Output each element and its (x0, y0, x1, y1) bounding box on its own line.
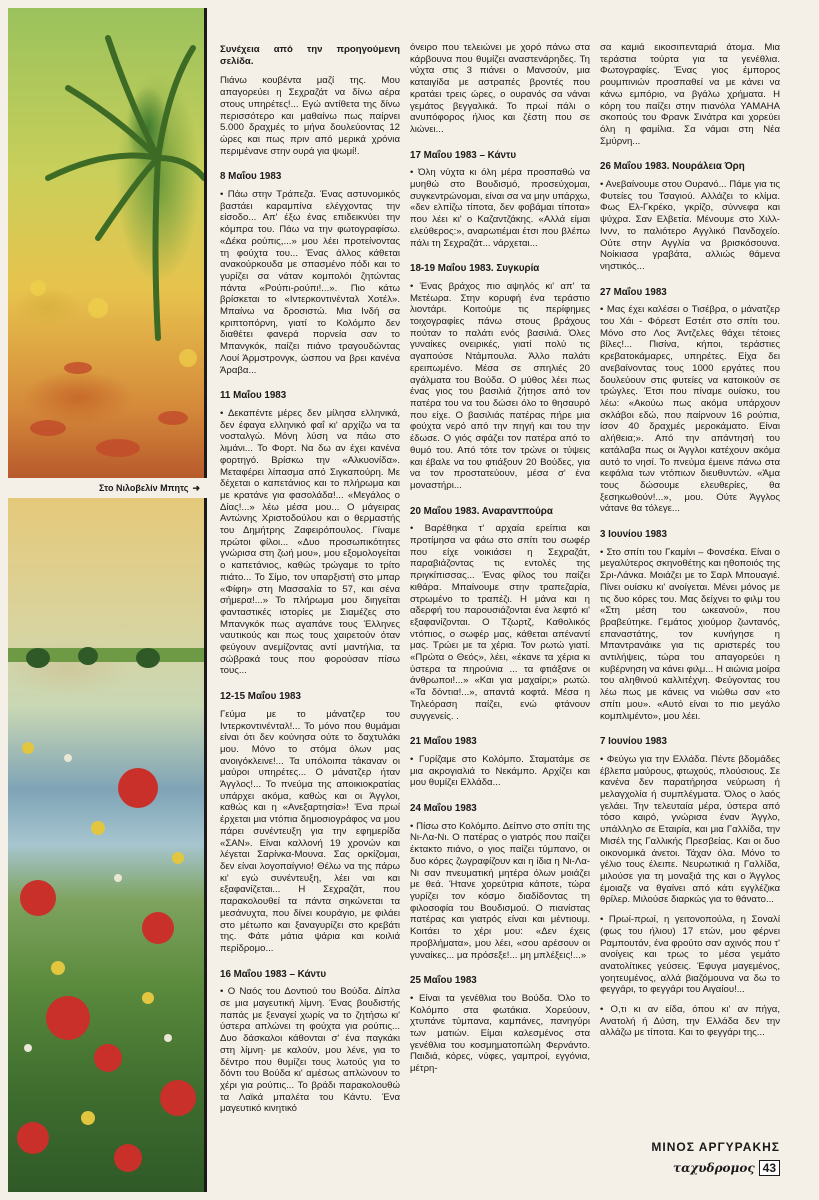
entry-date: 7 Ιουνίου 1983 (600, 736, 667, 748)
entry-date: 18-19 Μαΐου 1983. Συγκυρία (410, 263, 540, 275)
paragraph: • Ένας βράχος πιο αψηλός κι' απ' τα Μετέωρα. Στην κορυφή ένα τεράστιο λιοντάρι. Κοιτούμε τις περίφημες τοιχογραφίες πάνω στους βράχους πούταν το παλάτι ενός βασιλιά. Όλες γυναίκες ονειρικές, γιατί πολύ τις αγαπούσε Ντάμπουλα. Άλλο παλάτι ερειπωμένο. Μέσα σε σπηλιές 20 αγάλματα του Βούδα. Ο μύθος λέει πως ένας γιος του βασιλιά ζήτησε από τον πατέρα του να του δώσει όλο το θησαυρό που είχε. Ο βασιλιάς πατέρας πήρε μια φούχτα νερό από την πηγή και του την έδωσε. Ο γιός σφάζει τον πατέρα από το θυμό του. Από τότε τον τρώνε οι τύψεις και έβαλε να του φτιάξουν 20 Βούδες, για να τον προστατεύουν, μέσα σ' ένα μοναστήρι... (410, 280, 590, 491)
paragraph: • Βαρέθηκα τ' αρχαία ερείπια και προτίμησα να φάω στο σπίτι του σωφέρ που είχε νοικιάσει η Σεχραζάτ, παραβιάζοντας τις εντολές της πριγκίπισσας... Ένας φίλος του παίζει κιθάρα. Μπαίνουμε στην τραπεζαρία, στρωμένο το τραπέζι. Η μάνα και η αδερφή του παρουσιάζονται ένα λεφτό κι' εξαφανίζονται. Ο Τζωρτζ, Καθολικός ντόπιος, ο σωφέρ μας, κάθεται απέναντί μας. Τρώει με τα χέρια. Τον ρωτώ γιατί. «Πρώτα ο Θεός», λέει, «έκανε τα χέρια κι ύστερα τα πηρούνια ... τα φτιάξανε οι άνθρωποι!...» «Και για μαχαίρι;» ρωτώ. «Τα δόντια!...», απαντά κοφτά. Μέσα η Τηλεόραση παίζει, ενώ φτάνουν συγγενείς. . (410, 523, 590, 722)
text-column-2 (410, 42, 590, 1083)
paragraph: • Όλη νύχτα κι όλη μέρα προσπαθώ να μυηθώ στο Βουδισμό, προσεύχομαι, συγκεντρώνομαι, είναι σα να μην υπάρχω, «δεν ελπίζω τίποτα, δεν φοβάμαι τίποτα» που λέει κι' ο Καζαντζάκης. «Αλλά είμαι ελεύθερος:», αναρωτιέμαι έτσι που βλέπω πάλι τη Σεχραζάτ... νάρχεται... (410, 167, 590, 249)
paragraph: • Μας έχει καλέσει ο Τισέβρα, ο μάνατζερ του Χάι - Φόρεστ Εστέιτ στο σπίτι του. Μόνο στο Λος Άντζελες θάχει τέτοιες βίλες!... Πισίνα, κήποι, τεράστιες κρεβατοκάμαρες, υπηρέτες. Είχα δει ανεβαίνοντας τους 1000 εργάτες που δουλεύουν στις φυτείες να κατοικούν σε τρώγλες. Έτσι που πίναμε ουίσκυ, του λέω: «Ακούω πως ακόμα υπάρχουν σκλάβοι εδώ, που παίρνουν 16 ρούπια, ίσον 40 δραχμές μεροκάματο. Είναι αλήθεια;». Από την απάντησή του κατάλαβα πως οι Άγγλοι κατέχουν ακόμα αυτό το νησί. Το πνεύμα έμεινε πάνω στα κεφάλια των ντόπιων διευθυντών. «Άμα τους δώσουμε ελευθερίες, θα ξεσηκωθούν!...», μου. Ούτε Άγγλος νάτανε θα τόλεγε... (600, 304, 780, 515)
page-number: 43 (759, 1160, 780, 1176)
paragraph: Πιάνω κουβέντα μαζί της. Μου απαγορεύει η Σεχραζάτ να δίνω αέρα στους υπηρέτες!... Εγώ αντίθετα της δίνω περισσότερο και μαθαίνω πως παίρνει 5.000 δραχμές το μήνα δουλεύοντας 12 ώρες και πως πριν από μερικά χρόνια περιμένανε στην ουρά για ψωμί!. (220, 75, 400, 157)
paragraph: • Ο Ναός του Δοντιού του Βούδα. Δίπλα σε μια μαγευτική λίμνη. Ένας βουδιστής παπάς με ξεναγεί χωρίς να το ζητήσω κι' ύστερα απλώνει τη φούχτα για ρούπις... Δυο δάσκαλοι κάθονται σ' ένα παγκάκι στη λίμνη· με καλούν, μου λένε, για το δέντρο που θυμίζει τους λωτούς για το δόντι του Βούδα κι' αμέσως απλώνουν το χέρι για ρούπις... Το βράδι παρακολουθώ τα Λαϊκά μπαλέτα του Κάντυ. Ένα μαγευτικό κινητικό (220, 986, 400, 1115)
painting-caption (8, 478, 204, 498)
paragraph: • Πρωί-πρωί, η γειτονοπούλα, η Σοναλί (φως του ήλιου) 17 ετών, μου φέρνει Ραμπουτάν, ένα φρούτο σαν αχινός που τ' ανοίγεις και τρως το μέσα γεμάτο ανατολίτικες γεύσεις. Έφυγα μαγεμένος, γοητευμένος, αλλά βιαζόμουνα να δω το φεγγάρι, το φεγγάρι του Αιγαίου!... (600, 914, 780, 996)
paragraph: • Είναι τα γενέθλια του Βούδα. Όλο το Κολόμπο στα φωτάκια. Χορεύουν, χτυπάνε τύμπανα, καμπάνες, πανηγύρι των ματιών. Είμαι καλεσμένος στα γενέθλια του κοσμηματοπώλη Φερνάντο. Παιδιά, κόρες, νύφες, γαμπροί, εγγόνια, μέτρη- (410, 992, 590, 1075)
paragraph: • Πάω στην Τράπεζα. Ένας αστυνομικός βαστάει καραμπίνα ελέγχοντας την είσοδο... Απ' έξω ένας επιδεικνύει την κόμπρα του. Πάω να την φωτογραφίσω. «Δέκα ρούπις,...» μου λέει προτείνοντας τη φούχτα του... Ένας άλλος κάθεται ανακούρκουδα με σπασμένο πόδι και το γυρίζει σα νάταν κομπολόι ζητώντας πάντα «Ρούπι-ρούπι!...». Πιο κάτω βρίσκεται το «Ιντερκοντινένταλ Χοτέλ». Μπαίνω να δροσιστώ. Μια Ινδή σα κριπτοπόρνη, γιατί το Κολόμπο δεν διαθέτει φανερά πορνεία σαν το Μπανγκόκ, παίζει πιάνο τραγουδώντας Λουί Άρμστρονγκ, ώσπου να βρει κανένα Άραβα... (220, 189, 400, 376)
entry-date: 25 Μαΐου 1983 (410, 975, 477, 987)
entry-date: 24 Μαΐου 1983 (410, 803, 477, 815)
entry-date: 16 Μαΐου 1983 – Κάντυ (220, 968, 327, 980)
entry-date: 11 Μαΐου 1983 (220, 390, 287, 402)
continued-note: Συνέχεια από την προηγούμενη σελίδα. (220, 44, 400, 67)
magazine-name: ταχυδρομος (673, 1161, 755, 1175)
author-signature: ΜΙΝΟΣ ΑΡΓΥΡΑΚΗΣ (651, 1140, 780, 1154)
entry-date: 26 Μαΐου 1983. Νουράλεια Όρη (600, 161, 745, 173)
paragraph: • Στο σπίτι του Γκαμίνι – Φονσέκα. Είναι ο μεγαλύτερος σκηνοθέτης και ηθοποιός της Σρι-Λάνκα. Μοιάζει με το Σαρλ Μπουαγιέ. Πίνει ουίσκυ κι' ανοίγεται. Μένει μόνος με τις δυο κόρες του. Μας δείχνει το φιλμ του «Στη μέση του ωκεανού», που βραβεύτηκε. Γεμάτος χιούμορ ζωντανός, επαναστάτης, τον κυνήγησε η Μπαντρανάικε για τις αριστερές του αντιλήψεις, τώρα του απαγορεύει η κυβέρνηση να κάνει φιλμ... Η αιώνια μοίρα του αληθινού καλλιτέχνη. Φεύγοντας του λέω πως με κάνεις να νιώθω σαν «το σπίτι μου». «Αυτό είναι το πιο μεγάλο κομπλιμέντο», μου λέει. (600, 546, 780, 722)
paragraph: • Πίσω στο Κολόμπο. Δείπνο στο σπίτι της Νι-Λα-Νι. Ο πατέρας ο γιατρός που παίζει έκτακτο πιάνο, ο γιος παίζει τύμπανο, οι δυο κόρες ζωγραφίζουν και η ίδια η Νι-Λα-Νι σαν πνευματική μητέρα όλων μοιάζει με θεά. Ήτανε χορεύτρια κάποτε, τώρα γυρίζει τον κόσμο διαδίδοντας τη φιλοσοφία του Βουδισμού. Ο πιανίστας πατέρας και γιατρός είναι και μέντιουμ. Κοιτάει το χέρι μου: «Δεν έχεις προβλήματα», μου λέει, «σου αρέσουν οι γυναίκες... μα πρόσεξε!... μη μπλέξεις!...» (410, 820, 590, 961)
page-footer (673, 1160, 780, 1176)
painting-palm-image (8, 8, 207, 478)
painting-flowers-image (8, 498, 207, 1192)
paragraph: • Γυρίζαμε στο Κολόμπο. Σταματάμε σε μια ακρογιαλιά το Νεκάμπο. Αρχίζει και μου θυμίζει Ελλάδα... (410, 753, 590, 789)
entry-date: 17 Μαΐου 1983 – Κάντυ (410, 149, 517, 161)
text-column-3 (600, 42, 780, 1047)
entry-date: 3 Ιουνίου 1983 (600, 529, 667, 541)
paragraph: σα καμιά εικοσιπενταριά άτομα. Μια τεράστια τούρτα για τα γενέθλια. Φωτογραφίες. Ένας γιος έμπορος ρουμπινιών προσπαθεί να με κάνει να κάνω εμπόριο, να βγάλω χρήματα. Η κόρη του παίζει στην πιανόλα ΥΑΜΑΗΑ σκοπούς του Φρανκ Σινάτρα και χορεύει όλη η φαμίλια. Σα νάμαι στη Νέα Σμύρνη... (600, 42, 780, 147)
paragraph: • Φεύγω για την Ελλάδα. Πέντε βδομάδες έβλεπα μαύρους, φτωχούς, πλούσιους. Σε κανένα δεν παρατήρησα νεύρωση ή μελαγχολία ή συμπλέγματα. Όλος ο λαός γελάει. Την τελευταία μέρα, ύστερα από τόσο καιρό, γνώρισα έναν Άγγλο, υπάλληλο σε Εταιρία, και μια Γαλλίδα, την Μισέλ της Γαλλικής Πρεσβείας. Και οι δυο οικονομικά άνετοι. Τάχαν όλα. Μόνο το γέλιο τους έλειπε. Νευρωτικιά η Γαλλίδα, μιλούσε για τη μοναξιά της και ο Άγγλος έμοιαζε να θγαίνει από κάτι εγγλέζικα θρίλερ. Μιλούσε διαρκώς για το θάνατο... (600, 753, 780, 906)
entry-date: 12-15 Μαΐου 1983 (220, 691, 301, 703)
entry-date: 27 Μαΐου 1983 (600, 286, 667, 298)
arrow-right-icon: ➜ (192, 482, 200, 493)
caption-text: Στο Νιλοβελίν Μπητς (98, 483, 189, 493)
paragraph: • Δεκαπέντε μέρες δεν μίλησα ελληνικά, δεν έφαγα ελληνικό φαΐ κι' αρχίζω να τα νοσταλγώ. Μόνη λύση να πάω στο λιμάνι... Το Φορτ. Να δω αν έχει κανένα φορτηγό. Βρίσκω την «Αλκυονίδα». Μεταφέρει λίπασμα από Σιγκαπούρη. Με δέχεται ο καπετάνιος και το πλήρωμα και με κρατάνε για φασολάδα!... «Μεγάλος ο Δίας!...» λέω μέσα μου... Ο μάγειρας Αντώνης Χριστοδούλου και ο θερμαστής του Δημήτρης Ζαφειρόπουλος. Γίναμε πρώτοι φίλοι... «Δυο προσωπικότητες γνώρισα στη ζωή μου», μου εξομολογείται ο καπετάνιος, καθώς τρώγαμε το τρίτο πιάτο... Το Σίμο, τον υπαρξιστή στο μπαρ «Φίφη» στη Μασσαλία το 57, και σένα σήμερα!...» Το πλήρωμα μου διηγείται φανταστικές ιστορίες με Σιαμέζες στο Μπανγκόκ πως αγαπάνε τους Έλληνες ναυτικούς και πως τους χαιρετούν όταν φεύγουν ανεμίζοντας αντί μαντήλια, τα σώβρακά τους που φορούσαν πίσω τους... (220, 407, 400, 677)
paragraph: • Ο,τι κι αν είδα, όπου κι' αν πήγα, Ανατολή ή Δύση, την Ελλάδα δεν την αλλάζω με τίποτα. Και το φεγγάρι της... (600, 1004, 780, 1039)
paragraph: Γεύμα με το μάνατζερ του Ιντερκοντινένταλ!... Το μόνο που θυμάμαι είναι ότι δεν κούνησα ούτε το δαχτυλάκι μου. Μόνο το στόμα όλων μας ανοιγόκλεινε!... Τα υπόλοιπα τάκαναν οι μαύροι υπηρέτες... Ο μάνατζερ ήταν Άγγλος!... Το πνεύμα της αποικιοκρατίας υπάρχει ακόμα, καθώς και οι Άγγλοι, καθώς και η «Ανεξαρτησία»! Ένα πρωί έρχεται μια ντόπια δημοσιογράφος να μου πάρει συνέντευξη για την εφημερίδα «ΣΑΝ». Είναι καλλονή 19 χρονών και λέγεται Σαρίνκα-Μουνα. Σας ορκίζομαι, δεν είναι λογοπαίγνιο! Θέλω να της πάρω κι' εγώ συνέντευξη, λέει ναι και εξαφανίζεται... Η Σεχραζάτ, που παρακολουθεί τα πάντα σηκώνεται τα μεσάνυχτα, που δίνει κουράγιο, με φιλάει στο μέτωπο και ξαναγυρίζει στο κρεβάτι της. Φάτε μάτια ψάρια και κοιλιά περίδρομο... (220, 708, 400, 954)
paragraph: • Ανεβαίνουμε στου Ουρανό... Πάμε για τις Φυτείες του Τσαγιού. Αλλάζει το κλίμα. Φως Ελ-Γκρέκο, γκρίζο, σύννεφα και ψύχρα. Σαν Ελβετία. Μένουμε στο Χιλλ-Ιννν, το παλιότερο Αγγλικό Πανδοχείο. Ούτε στην Αγγλία να βρισκόσουνα. Νοίκιασα γραβάτα, αλλιώς θάμενα νηστικός... (600, 179, 780, 272)
entry-date: 21 Μαΐου 1983 (410, 736, 477, 748)
paragraph: όνειρο που τελειώνει με χορό πάνω στα κάρβουνα που θυμίζει αναστενάρηδες. Τη νύχτα στις 3 πιάνει ο Μανσούν, μια καταιγίδα με αστραπές βροντές που κρατάει τρεις ώρες, ο ουρανός σα νάναι γεμάτος βεγγαλικά. Το πρωί πάλι ο ανυπόφορος ήλιος και ζέστη που σε λιώνει... (410, 42, 590, 135)
entry-date: 20 Μαΐου 1983. Αναραντπούρα (410, 505, 553, 517)
entry-date: 8 Μαΐου 1983 (220, 171, 282, 183)
text-column-1 (220, 44, 400, 1123)
